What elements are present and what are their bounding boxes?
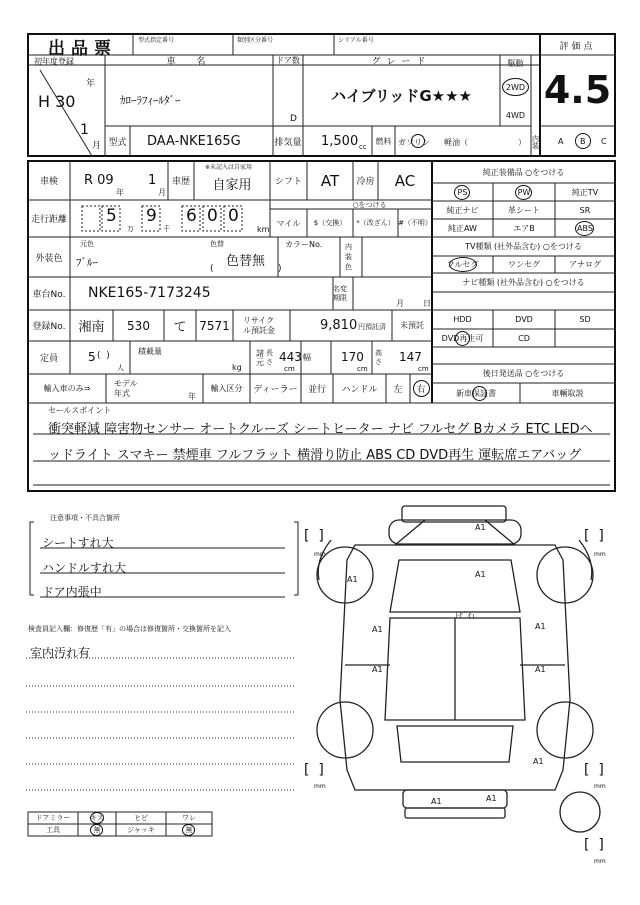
score-value: 4.5: [543, 68, 612, 112]
shift-value: AT: [320, 171, 340, 190]
first-reg-year-unit: 年: [86, 79, 96, 89]
interior-label: 内装: [531, 135, 540, 149]
model-year-unit: 年: [188, 392, 196, 401]
media-cd: CD: [518, 333, 530, 343]
score-label: 評価点: [559, 41, 596, 52]
navi-dvd: DVD: [515, 315, 533, 324]
mile-label: マイル: [276, 218, 301, 228]
tread-spare-unit: mm: [594, 858, 606, 865]
mileage-sen-unit: 千: [163, 225, 170, 233]
name-change-month: 月: [396, 299, 404, 308]
note-item-3: ドア内張中: [42, 585, 102, 599]
equip-aw: 純正AW: [448, 223, 477, 233]
equip-pw: PW: [517, 187, 531, 197]
fuel-diesel: 軽油（: [444, 138, 468, 147]
mark-front-bumper: A1: [475, 523, 486, 532]
first-reg-month: 1: [80, 122, 89, 138]
equip-airbag: エアB: [513, 223, 535, 233]
color-no-label: カラーNo.: [285, 240, 323, 249]
acc-scratch-circle: [90, 812, 104, 824]
media-dvd-circle: [455, 331, 470, 346]
note-item-2: ハンドルすれ大: [42, 561, 127, 575]
import-dealer: ディーラー: [253, 385, 298, 395]
drive-2wd: 2WD: [505, 82, 526, 92]
inspector-label: 検査員記入欄：修復歴「有」の場合は修復箇所・交換箇所を記入: [28, 625, 231, 633]
handle-label: ハンドル: [341, 385, 378, 395]
acc-scratch: キズ: [90, 814, 104, 822]
acc-tools-value: 無: [93, 826, 101, 834]
acc-mirror-label: ドアミラー: [35, 814, 71, 822]
docs-header: 後日発送品 ○をつける: [482, 369, 565, 378]
repaint-paren-close: ): [278, 264, 282, 274]
orig-color-label: 元色: [80, 240, 94, 248]
chassis-label: 車台No.: [32, 290, 66, 300]
tread-fr-unit: mm: [594, 551, 606, 558]
capacity-value: 5: [88, 350, 96, 364]
docs-manual: 車輌取説: [551, 388, 584, 398]
repaint-paren-open: (: [210, 264, 214, 274]
length-unit: cm: [284, 365, 295, 373]
handle-left: 左: [393, 385, 403, 395]
equip-abs-circle: [575, 221, 594, 236]
tread-fl-unit: mm: [314, 551, 326, 558]
drive-label: 駆動: [507, 58, 524, 68]
shift-label: シフト: [274, 177, 302, 187]
grade-value: ハイブリッドG★★★: [330, 86, 472, 105]
mileage-digit-2: 9: [146, 206, 157, 226]
fuel-diesel-close: ）: [518, 138, 526, 147]
name-change-day: 日: [423, 299, 431, 308]
docs-warranty-circle: [472, 386, 487, 401]
first-reg-month-unit: 月: [92, 141, 102, 151]
color-label: 外装色: [35, 253, 63, 264]
interior-c: C: [601, 137, 607, 146]
interior-b-circle: [575, 133, 591, 149]
import-type-label: 輸入区分: [210, 384, 243, 393]
first-reg-era: H 30: [38, 92, 76, 111]
fuel-label: 燃料: [375, 136, 392, 146]
tv-oneseg: ワンセグ: [508, 260, 540, 269]
equip-ps: PS: [457, 187, 468, 197]
docs-warranty: 新車保証書: [456, 388, 496, 398]
mark-front-left-door: A1: [372, 625, 383, 634]
shaken-label: 車検: [39, 177, 58, 187]
name-change-label: 名変期限: [333, 284, 347, 302]
height-value: 147: [399, 350, 422, 364]
reg-label: 登録No.: [32, 322, 66, 332]
equip-pw-circle: [515, 185, 532, 200]
grade-label: グレード: [371, 56, 432, 67]
acc-tools-label: 工具: [46, 826, 60, 834]
width-label: 幅: [303, 353, 311, 362]
height-label: 高さ: [375, 348, 382, 366]
tv-fullseg-circle: [449, 257, 477, 272]
acc-break: ワレ: [182, 814, 196, 822]
mark-hood: A1: [475, 570, 486, 579]
drive-4wd: 4WD: [505, 110, 526, 120]
history-note: ※未記入は自家用: [205, 164, 253, 171]
mileage-digit-5: 0: [228, 206, 239, 226]
length-value: 443: [279, 350, 302, 364]
equip-leather: 革シート: [508, 205, 540, 215]
mileage-digit-4: 0: [207, 206, 218, 226]
navi-sd: SD: [579, 315, 591, 324]
capacity-unit: 人: [117, 364, 124, 372]
displacement-label: 排気量: [274, 137, 302, 148]
mileage-label: 走行距離: [30, 215, 67, 225]
repaint-label: 色替: [210, 240, 224, 248]
import-parallel: 並行: [307, 385, 326, 395]
tv-fullseg: フルセグ: [446, 260, 479, 269]
mark-rear-bumper-right: A1: [486, 794, 497, 803]
mark-rear-bumper-left: A1: [431, 797, 442, 806]
car-name-label: 車 名: [166, 56, 212, 67]
mark-rear-left-door: A1: [372, 665, 383, 674]
tread-bracket-rr: [ ]: [584, 762, 604, 778]
odo-tampered: *（改ざん）: [356, 218, 395, 227]
mileage-man-unit: 万: [127, 225, 134, 233]
dims-label: 諸元: [256, 348, 264, 367]
tread-bracket-spare: [ ]: [584, 837, 604, 853]
odo-exchanged: $（交換）: [313, 218, 347, 227]
mileage-digit-boxes: [80, 205, 250, 233]
interior-a: A: [558, 137, 564, 146]
type-approval-label: 型式指定番号: [138, 37, 175, 44]
fuel-gasoline-circle: [411, 134, 425, 148]
reg-kana: て: [173, 320, 187, 335]
tread-rr-unit: mm: [594, 783, 606, 790]
category-number-label: 類別区分番号: [237, 37, 274, 44]
navi-header: ナビ種類 (社外品含む) ○をつける: [462, 278, 585, 287]
shaken-month-unit: 月: [158, 188, 166, 197]
form-title: 出品票: [48, 39, 117, 59]
note-item-1: シートすれ大: [42, 536, 114, 550]
equip-sr: SR: [579, 205, 591, 215]
mark-rear-right-door: A1: [535, 665, 546, 674]
sales-points-line2: ッドライト スマキー 禁煙車 フルフラット 横滑り防止 ABS CD DVD再生 運転席エアバッグ: [48, 448, 582, 463]
reg-area: 湘南: [78, 320, 105, 335]
sales-points-label: セールスポイント: [48, 406, 112, 415]
acc-jack-value: 無: [185, 826, 193, 834]
recycle-unit: 円預託済: [358, 323, 386, 331]
reg-number: 7571: [199, 318, 230, 333]
equip-tv: 純正TV: [571, 187, 599, 197]
history-value: 自家用: [212, 177, 252, 193]
shaken-year-unit: 年: [116, 188, 124, 197]
tv-analog: アナログ: [569, 260, 601, 269]
model-year-label: モデル年式: [114, 379, 138, 398]
recycle-label: リサイクル預託金: [243, 316, 275, 335]
acc-crack: ヒビ: [134, 814, 148, 822]
history-label: 車歴: [171, 177, 190, 187]
mileage-digit-3: 6: [186, 206, 197, 226]
mark-rear-right-fender: A1: [533, 757, 544, 766]
first-reg-label: 初年度登録: [34, 57, 74, 66]
drive-2wd-circle: [502, 78, 529, 96]
recycle-amount: 9,810: [320, 318, 358, 333]
notes-label: 注意事項・不具合箇所: [50, 514, 120, 522]
capacity-paren: ( ): [97, 351, 110, 361]
import-label: 輸入車のみ⇒: [43, 384, 91, 393]
sales-points-line1: 衝突軽減 障害物センサー オートクルーズ シートヒーター ナビ フルセグ Bカメラ ETC LEDヘ: [48, 422, 593, 437]
genuine-header: 純正装備品 ○をつける: [482, 167, 565, 177]
handle-right: 右: [416, 385, 426, 395]
handle-right-circle: [413, 380, 430, 397]
acc-tools-circle: [90, 824, 103, 836]
model-label: 型式: [108, 137, 127, 148]
navi-hdd: HDD: [453, 315, 472, 324]
capacity-label: 定員: [39, 354, 58, 364]
odo-unknown: #（不明）: [398, 218, 432, 227]
fuel-gasoline: ガソリン: [398, 138, 430, 147]
tread-bracket-rl: [ ]: [304, 762, 324, 778]
mark-windshield: ﾄﾋﾞ石: [455, 611, 475, 620]
inspector-item-1: 室内汚れ有: [30, 646, 91, 660]
displacement-value: 1,500: [321, 134, 359, 149]
acc-jack-label: ジャッキ: [127, 826, 155, 834]
odo-header: ○をつける: [352, 200, 387, 209]
shaken-year: R 09: [84, 173, 114, 188]
car-name: ｶﾛｰﾗﾌｨｰﾙﾀﾞｰ: [120, 94, 181, 107]
acc-jack-circle: [182, 824, 195, 836]
tv-header: TV種類 (社外品含む) ○をつける: [465, 242, 582, 251]
recycle-not: 未預託: [400, 321, 424, 330]
interior-color-label: 内装色: [345, 243, 352, 271]
doors-unit: D: [290, 114, 297, 124]
tread-bracket-fl: [ ]: [304, 528, 324, 544]
width-unit: cm: [357, 365, 368, 373]
model-value: DAA-NKE165G: [147, 134, 241, 149]
ac-value: AC: [394, 171, 416, 190]
tread-rl-unit: mm: [314, 783, 326, 790]
serial-number-label: シリアル番号: [338, 37, 374, 44]
orig-color-value: ﾌﾞﾙｰ: [76, 256, 98, 269]
tread-bracket-fr: [ ]: [584, 528, 604, 544]
media-dvd-play: DVD再生可: [441, 333, 484, 343]
ac-label: 冷房: [356, 177, 375, 187]
load-unit: kg: [232, 363, 242, 372]
mileage-digit-1: 5: [106, 206, 117, 226]
repaint-value: 色替無: [226, 254, 266, 269]
height-unit: cm: [418, 365, 429, 373]
displacement-unit: cc: [359, 143, 367, 151]
load-label: 積載量: [138, 346, 162, 356]
chassis-value: NKE165-7173245: [88, 285, 211, 301]
mark-front-right-door: A1: [535, 622, 546, 631]
reg-class: 530: [127, 318, 150, 333]
equip-ps-circle: [454, 185, 470, 200]
equip-abs: ABS: [577, 223, 593, 233]
interior-b: B: [580, 137, 586, 146]
length-label: 長さ: [266, 348, 273, 366]
shaken-month: 1: [148, 173, 157, 188]
mark-front-left-fender: A1: [347, 575, 358, 584]
mileage-km-unit: km: [257, 225, 270, 234]
doors-label: ドア数: [276, 55, 300, 65]
width-value: 170: [341, 350, 364, 364]
equip-navi: 純正ナビ: [446, 205, 479, 215]
